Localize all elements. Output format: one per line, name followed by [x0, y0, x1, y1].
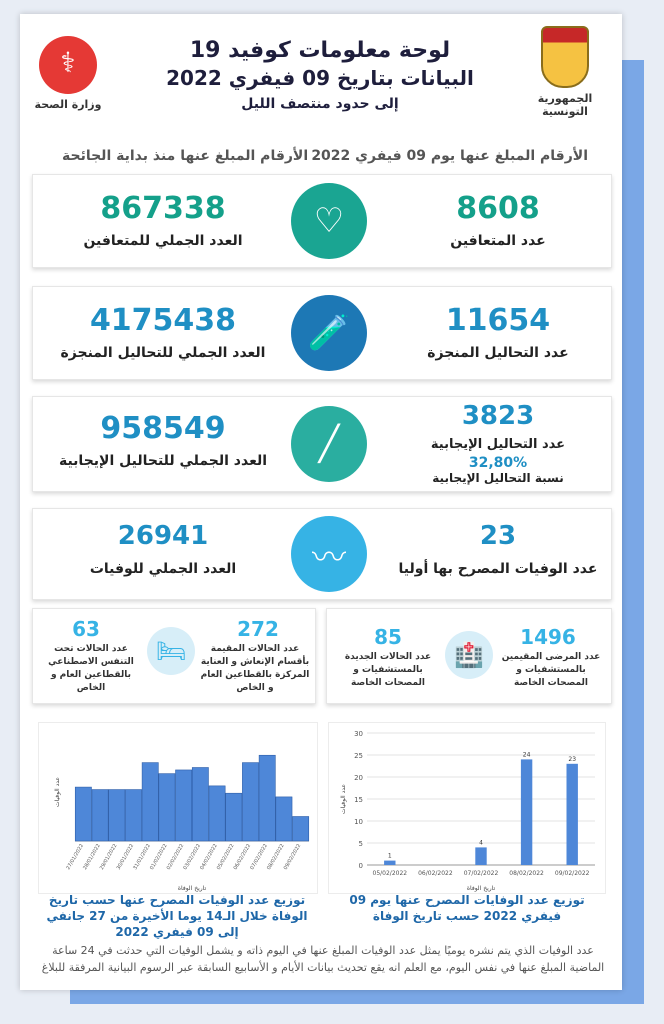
- y-tick-label: 5: [358, 840, 363, 848]
- republic-label: الجمهورية التونسية: [537, 92, 593, 118]
- page-subtitle: إلى حدود منتصف الليل: [241, 96, 399, 112]
- infographic-page: [20, 14, 622, 990]
- chart-bar: [176, 770, 192, 841]
- chart-bar: [142, 763, 158, 841]
- data-label: 23: [568, 755, 577, 763]
- total-positive-value: 958549: [100, 411, 226, 446]
- y-tick-label: 0: [358, 862, 363, 870]
- x-tick-label: 09/02/2022: [282, 843, 303, 871]
- x-tick-label: 06/02/2022: [418, 870, 453, 877]
- daily-deaths-value: 23: [479, 521, 517, 551]
- coat-of-arms-icon: [541, 26, 589, 88]
- y-axis-label: عدد الوفيات: [340, 783, 347, 815]
- chart-bar: [475, 847, 486, 865]
- x-tick-label: 06/02/2022: [232, 843, 253, 871]
- y-tick-label: 20: [354, 774, 363, 782]
- x-axis-label: تاريخ الوفاة: [466, 885, 496, 892]
- new-admissions-value: 85: [374, 625, 402, 649]
- admitted-label: عدد المرضى المقيمين بالمستشفيات و المصحات الخاصة: [501, 652, 601, 688]
- y-tick-label: 15: [354, 796, 363, 804]
- deaths-14-days-chart: [38, 722, 318, 894]
- x-tick-label: 07/02/2022: [249, 843, 269, 871]
- tests-card: [32, 286, 612, 380]
- ministry-logo: [32, 36, 104, 111]
- heartbeat-icon: 〰: [291, 516, 367, 592]
- chart-bar: [242, 763, 258, 841]
- icu-card: [32, 608, 316, 704]
- admitted-value: 1496: [520, 625, 576, 649]
- x-tick-label: 05/02/2022: [372, 870, 408, 877]
- x-tick-label: 01/02/2022: [149, 843, 169, 871]
- y-tick-label: 10: [354, 818, 363, 826]
- chart-bar: [384, 861, 395, 865]
- chart-bar: [226, 793, 242, 841]
- new-admissions-label: عدد الحالات الجديدة بالمستشفيات و المصحات الخاصة: [344, 652, 432, 688]
- total-recoveries-value: 867338: [100, 191, 226, 226]
- x-tick-label: 08/02/2022: [509, 870, 544, 877]
- icu-value: 272: [237, 617, 279, 641]
- chart-bar: [276, 797, 292, 841]
- positivity-rate-label: نسبة التحاليل الإيجابية: [432, 471, 564, 485]
- deaths-card: [32, 508, 612, 600]
- x-tick-label: 09/02/2022: [554, 870, 590, 877]
- chart-bar: [75, 787, 91, 841]
- deaths-by-date-title: توزيع عدد الوفايات المصرح عنها يوم 09 فيفري 2022 حسب تاريخ الوفاة: [349, 893, 585, 923]
- footnote: عدد الوفيات الذي يتم نشره يوميًا يمثل عدد الوفيات المبلغ عنها في اليوم ذاته و يشمل الوفيات التي حدثت في 24 ساعة الماضية المبلغ عنها في نفس اليوم، مع العلم انه يقع تحديث بيانات الأيام و الأسابيع السابقة عبر الرسوم البيانية المرفقة للبلاغ: [41, 944, 605, 974]
- chart-bar: [259, 755, 275, 841]
- chart-bar: [92, 790, 108, 841]
- positive-tests-card: [32, 396, 612, 492]
- heart-plus-icon: ♡: [291, 183, 367, 259]
- total-tests-value: 4175438: [89, 303, 237, 338]
- cumulative-section-heading: الأرقام المبلغ عنها منذ بداية الجائحة: [62, 148, 309, 164]
- daily-recoveries-value: 8608: [456, 191, 540, 226]
- x-tick-label: 04/02/2022: [199, 843, 219, 871]
- daily-positive-label: عدد التحاليل الإيجابية: [430, 437, 566, 452]
- ventilated-value: 63: [72, 617, 100, 641]
- chart-bar: [109, 790, 125, 841]
- ventilated-label: عدد الحالات تحت التنفس الاصطناعي بالقطاعين العام و الخاص: [48, 644, 134, 693]
- republic-logo: [520, 26, 610, 118]
- admissions-card: [326, 608, 612, 704]
- chart-bar: [293, 817, 309, 842]
- hospital-icon: 🏥: [445, 631, 493, 679]
- daily-positive-value: 3823: [461, 401, 535, 431]
- total-deaths-value: 26941: [117, 521, 209, 551]
- x-tick-label: 30/01/2022: [115, 843, 136, 871]
- total-positive-label: العدد الجملي للتحاليل الإيجابية: [58, 453, 268, 469]
- y-tick-label: 25: [354, 752, 363, 760]
- daily-recoveries-label: عدد المتعافين: [450, 233, 546, 249]
- daily-section-heading: الأرقام المبلغ عنها يوم 09 فيفري 2022: [311, 148, 588, 164]
- x-tick-label: 03/02/2022: [182, 843, 203, 871]
- chart-bar: [567, 764, 578, 865]
- chart-bar: [125, 790, 141, 841]
- header: [20, 14, 622, 124]
- data-label: 1: [387, 852, 392, 860]
- total-tests-label: العدد الجملي للتحاليل المنجزة: [60, 345, 266, 361]
- data-label: 4: [479, 839, 483, 847]
- chart-bar: [209, 786, 225, 841]
- page-title: لوحة معلومات كوفيد 19: [189, 38, 451, 63]
- chart-bar: [521, 759, 532, 865]
- ministry-emblem-icon: ⚕: [39, 36, 97, 94]
- total-deaths-label: العدد الجملي للوفيات: [89, 561, 237, 577]
- daily-deaths-label: عدد الوفيات المصرح بها أوليا: [398, 561, 598, 577]
- x-axis-label: تاريخ الوفاة: [177, 885, 207, 892]
- x-tick-label: 28/01/2022: [82, 843, 102, 871]
- daily-tests-value: 11654: [445, 303, 551, 338]
- page-date: البيانات بتاريخ 09 فيفري 2022: [166, 66, 474, 90]
- test-tube-icon: 🧪: [291, 295, 367, 371]
- x-tick-label: 08/02/2022: [266, 843, 286, 871]
- data-label: 24: [522, 751, 531, 759]
- x-tick-label: 31/01/2022: [132, 843, 152, 871]
- positivity-rate-value: 32,80%: [468, 455, 528, 471]
- y-axis-label: عدد الوفيات: [54, 776, 61, 808]
- x-tick-label: 29/01/2022: [98, 843, 119, 871]
- total-recoveries-label: العدد الجملي للمتعافين: [83, 233, 243, 249]
- deaths-by-date-chart: [328, 722, 606, 894]
- hospital-bed-icon: 🛏: [147, 627, 195, 675]
- x-tick-label: 27/01/2022: [65, 843, 86, 871]
- chart-bar: [159, 774, 175, 841]
- x-tick-label: 05/02/2022: [215, 843, 236, 871]
- y-tick-label: 30: [354, 730, 363, 738]
- x-tick-label: 07/02/2022: [463, 870, 499, 877]
- deaths-by-date-svg: [329, 723, 605, 893]
- deaths-14-days-svg: [39, 723, 317, 893]
- daily-tests-label: عدد التحاليل المنجزة: [427, 345, 569, 361]
- chart-bar: [192, 768, 208, 842]
- swab-icon: ╱: [291, 406, 367, 482]
- x-tick-label: 02/02/2022: [165, 843, 186, 871]
- ministry-label: وزارة الصحة: [34, 98, 102, 111]
- deaths-14-days-title: توزيع عدد الوفيات المصرح عنها حسب تاريخ الوفاة خلال الـ14 يوما الأخيرة من 27 جانفي إلى 09 فيفري 2022: [46, 893, 308, 939]
- recoveries-card: [32, 174, 612, 268]
- icu-label: عدد الحالات المقيمة بأقسام الإنعاش و العناية المركزة بالقطاعين العام و الخاص: [200, 644, 310, 693]
